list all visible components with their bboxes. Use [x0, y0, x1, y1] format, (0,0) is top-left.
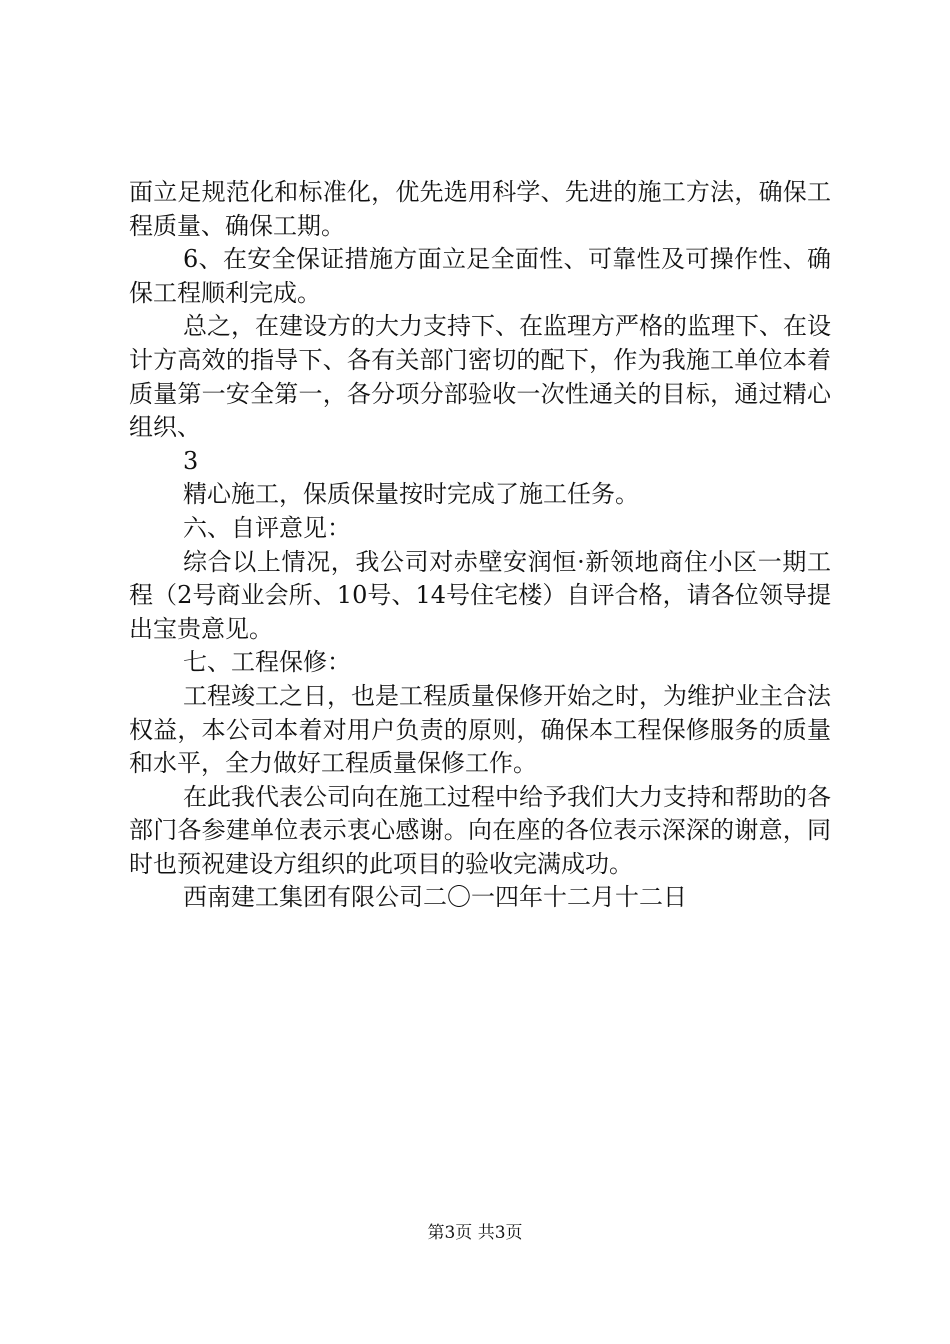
- paragraph: 工程竣工之日，也是工程质量保修开始之时，为维护业主合法权益，本公司本着对用户负责的原则，确保本工程保修服务的质量和水平，全力做好工程质量保修工作。: [129, 681, 831, 778]
- paragraph: 6、在安全保证措施方面立足全面性、可靠性及可操作性、确保工程顺利完成。: [129, 245, 831, 307]
- page-number-inline: 3: [183, 446, 199, 475]
- page-footer: 第3页 共3页: [427, 1223, 523, 1243]
- paragraph: 面立足规范化和标准化，优先选用科学、先进的施工方法，确保工程质量、确保工期。: [129, 178, 831, 240]
- paragraph: 综合以上情况，我公司对赤壁安润恒·新领地商住小区一期工程（2号商业会所、10号、14号住宅楼）自评合格，请各位领导提出宝贵意见。: [129, 547, 831, 643]
- section-heading-warranty: 七、工程保修：: [183, 648, 351, 677]
- document-body: [129, 176, 831, 915]
- signature-line: 西南建工集团有限公司二〇一四年十二月十二日: [183, 883, 687, 912]
- paragraph: 在此我代表公司向在施工过程中给予我们大力支持和帮助的各部门各参建单位表示衷心感谢。向在座的各位表示深深的谢意，同时也预祝建设方组织的此项目的验收完满成功。: [129, 782, 831, 878]
- paragraph: 精心施工，保质保量按时完成了施工任务。: [183, 480, 639, 509]
- section-heading-self-evaluation: 六、自评意见：: [183, 513, 351, 542]
- paragraph: 总之，在建设方的大力支持下、在监理方严格的监理下、在设计方高效的指导下、各有关部门密切的配下，作为我施工单位本着质量第一安全第一，各分项分部验收一次性通关的目标，通过精心组织、: [129, 312, 831, 442]
